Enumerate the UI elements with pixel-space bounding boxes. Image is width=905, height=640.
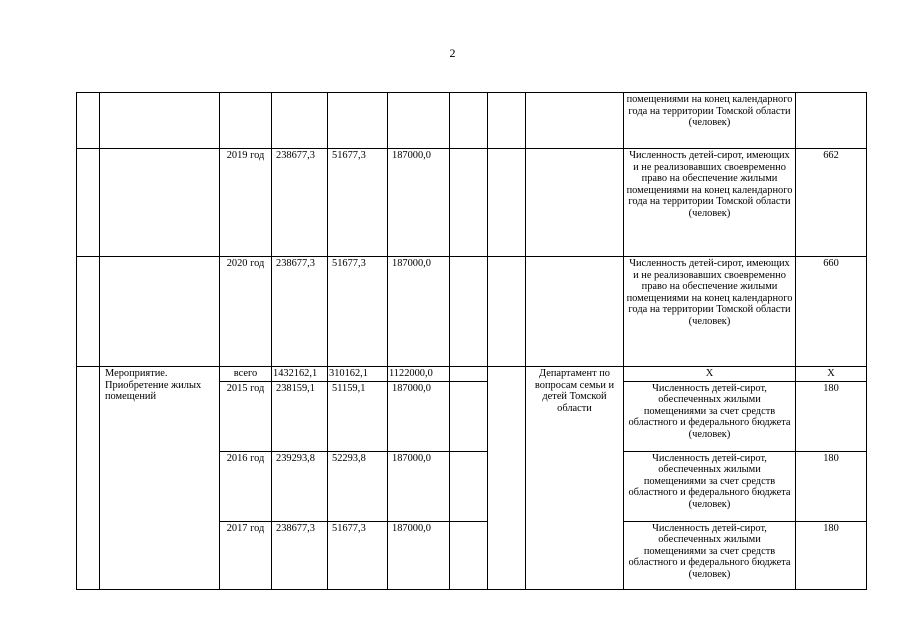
- cell-local: [450, 149, 488, 257]
- cell-total: 1432162,1: [272, 367, 328, 382]
- cell-indicator-value: 180: [796, 521, 867, 589]
- cell-indicator-value: Х: [796, 367, 867, 382]
- cell-index: [77, 257, 100, 367]
- cell-total: 238677,3: [272, 149, 328, 257]
- cell-other: [488, 367, 526, 590]
- cell-federal: 310162,1: [328, 367, 388, 382]
- table-row: [77, 257, 867, 367]
- cell-regional: 187000,0: [388, 451, 450, 521]
- cell-year: 2017 год: [220, 521, 272, 589]
- cell-index: [77, 93, 100, 149]
- cell-federal: 51677,3: [328, 149, 388, 257]
- table-row: [77, 367, 867, 382]
- program-table: [76, 92, 867, 590]
- cell-regional: 1122000,0: [388, 367, 450, 382]
- cell-total: [272, 93, 328, 149]
- cell-federal: [328, 93, 388, 149]
- cell-indicator-value: 662: [796, 149, 867, 257]
- table-row: [77, 93, 867, 149]
- cell-indicator: помещениями на конец календарного года на территории Томской области (человек): [624, 93, 796, 149]
- cell-local: [450, 257, 488, 367]
- cell-federal: 51159,1: [328, 381, 388, 451]
- cell-federal: 51677,3: [328, 521, 388, 589]
- cell-indicator: Численность детей-сирот, обеспеченных жилыми помещениями за счет средств областного и федерального бюджета (человек): [624, 381, 796, 451]
- cell-year: 2015 год: [220, 381, 272, 451]
- cell-indicator-value: 180: [796, 381, 867, 451]
- cell-other: [488, 257, 526, 367]
- cell-indicator: Х: [624, 367, 796, 382]
- cell-regional: 187000,0: [388, 381, 450, 451]
- cell-executor: [526, 93, 624, 149]
- cell-indicator: Численность детей-сирот, обеспеченных жилыми помещениями за счет средств областного и федерального бюджета (человек): [624, 451, 796, 521]
- cell-total: 238677,3: [272, 257, 328, 367]
- table-row: [77, 149, 867, 257]
- cell-index: [77, 149, 100, 257]
- cell-name: [100, 149, 220, 257]
- cell-index: [77, 367, 100, 590]
- cell-total: 238159,1: [272, 381, 328, 451]
- cell-name: [100, 257, 220, 367]
- cell-total: 239293,8: [272, 451, 328, 521]
- cell-local: [450, 451, 488, 521]
- cell-other: [488, 149, 526, 257]
- cell-regional: [388, 93, 450, 149]
- cell-indicator-value: 660: [796, 257, 867, 367]
- cell-executor: [526, 149, 624, 257]
- cell-name: [100, 93, 220, 149]
- cell-local: [450, 521, 488, 589]
- cell-indicator-value: 180: [796, 451, 867, 521]
- cell-local: [450, 367, 488, 382]
- cell-year: [220, 93, 272, 149]
- cell-local: [450, 93, 488, 149]
- cell-local: [450, 381, 488, 451]
- cell-year: 2016 год: [220, 451, 272, 521]
- cell-year: 2020 год: [220, 257, 272, 367]
- cell-federal: 52293,8: [328, 451, 388, 521]
- cell-indicator-value: [796, 93, 867, 149]
- cell-year: всего: [220, 367, 272, 382]
- page-number: 2: [449, 46, 456, 60]
- cell-regional: 187000,0: [388, 521, 450, 589]
- cell-indicator: Численность детей-сирот, имеющих и не реализовавших своевременно право на обеспечение жилыми помещениями на конец календарного года на территории Томской области (человек): [624, 257, 796, 367]
- cell-executor: Департамент по вопросам семьи и детей Томской области: [526, 367, 624, 590]
- cell-year: 2019 год: [220, 149, 272, 257]
- cell-other: [488, 93, 526, 149]
- cell-indicator: Численность детей-сирот, имеющих и не реализовавших своевременно право на обеспечение жилыми помещениями на конец календарного года на территории Томской области (человек): [624, 149, 796, 257]
- cell-indicator: Численность детей-сирот, обеспеченных жилыми помещениями за счет средств областного и федерального бюджета (человек): [624, 521, 796, 589]
- cell-regional: 187000,0: [388, 257, 450, 367]
- cell-executor: [526, 257, 624, 367]
- cell-measure-name: Мероприятие. Приобретение жилых помещений: [100, 367, 220, 590]
- cell-total: 238677,3: [272, 521, 328, 589]
- cell-federal: 51677,3: [328, 257, 388, 367]
- cell-regional: 187000,0: [388, 149, 450, 257]
